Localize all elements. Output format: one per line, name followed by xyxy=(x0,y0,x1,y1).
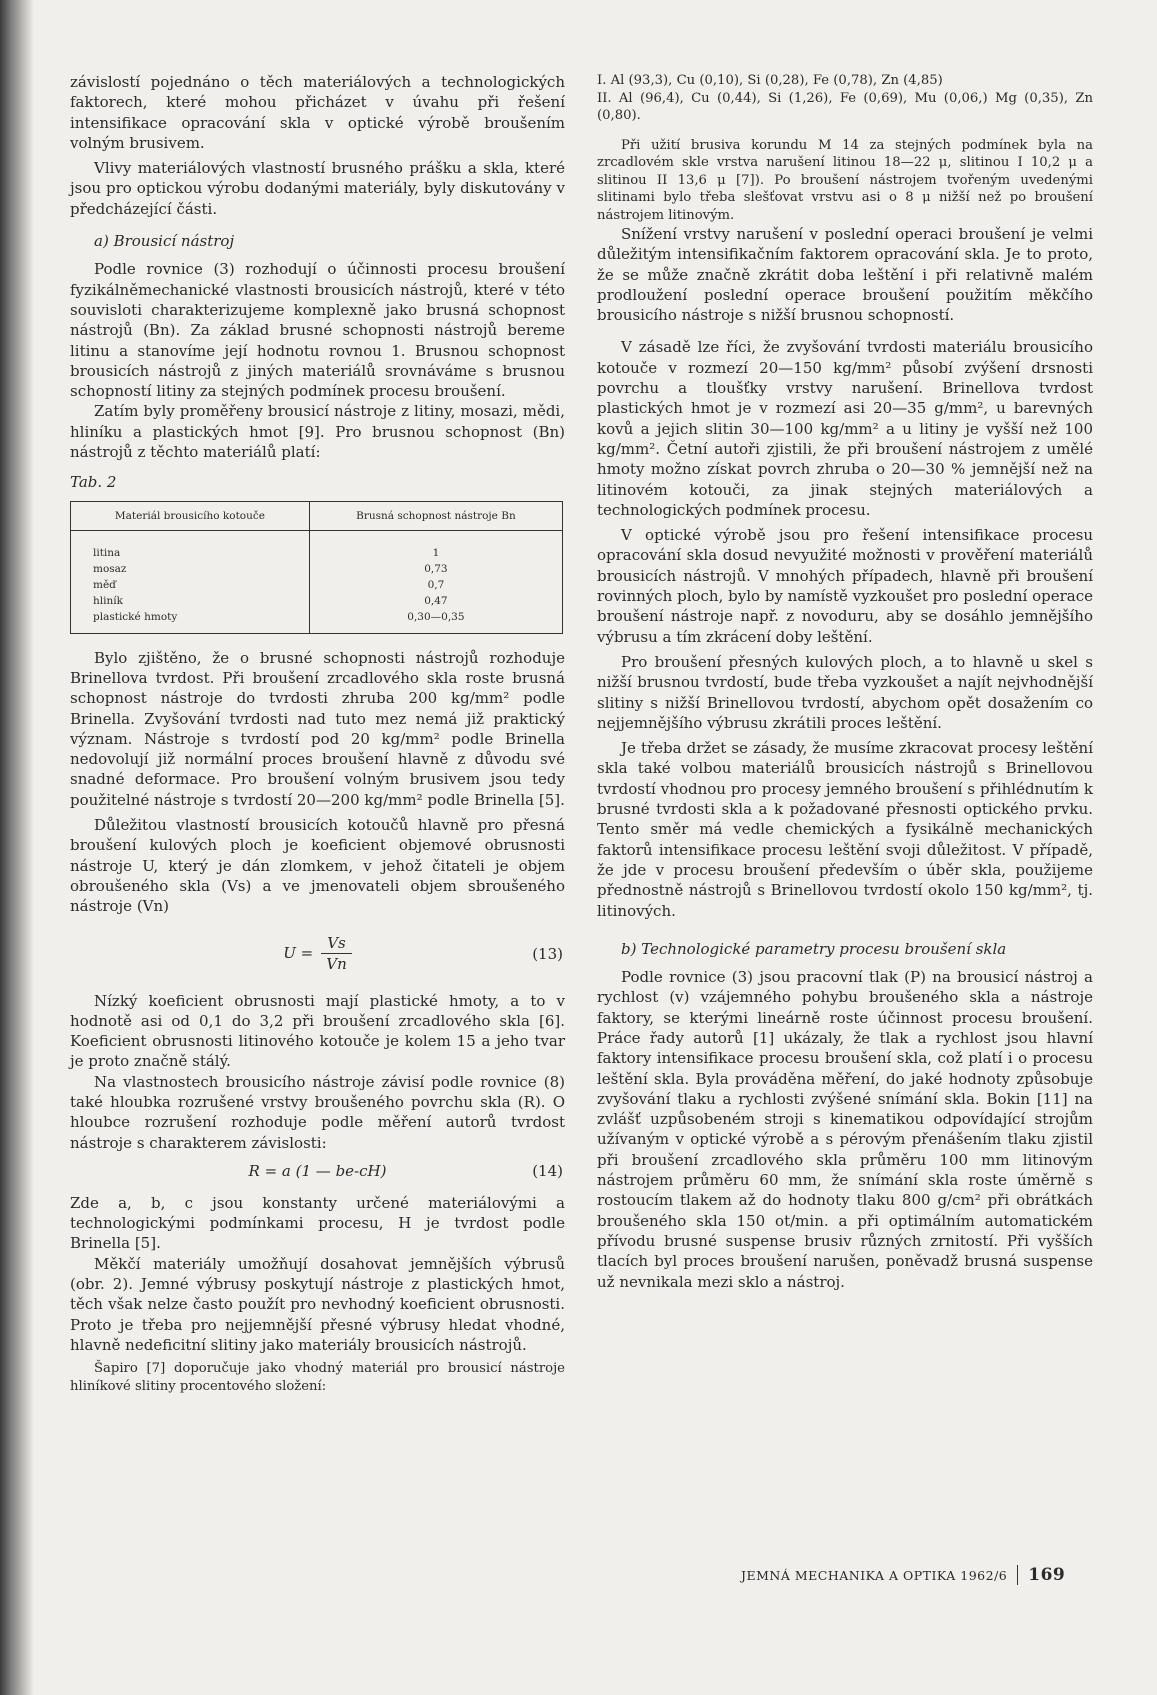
paragraph: Bylo zjištěno, že o brusné schopnosti nástrojů rozhoduje Brinellova tvrdost. Při broušení zrcadlového skla roste brusná schopnost nástroje do tvrdosti zhruba 200 kg/mm² podle Brinella. Zvyšování tvrdosti nad tuto mez nemá již praktický význam. Nástroje s tvrdostí pod 20 kg/mm² podle Brinella nedovolují již normální proces broušení hlavně z důvodu své snadné deformace. Pro broušení volným brusivem jsou tedy použitelné nástroje s tvrdostí 20—200 kg/mm² podle Brinella [5]. xyxy=(70,648,565,809)
paragraph: Pro broušení přesných kulových ploch, a to hlavně u skel s nižší brusnou tvrdostí, bude třeba vyzkoušet a najít nejvhodnější slitiny s nižší Brinellovou tvrdostí, abychom opět dosažením co nejjemnějšího výbrusu zkrátili proces leštění. xyxy=(597,652,1093,732)
equation-13 xyxy=(70,927,565,981)
table-header-grinding-ability: Brusná schopnost nástroje Bn xyxy=(309,501,562,530)
table-row xyxy=(71,530,563,561)
paragraph: Vlivy materiálových vlastností brusného prášku a skla, které jsou pro optickou výrobu dodanými materiály, byly diskutovány v předcházející části. xyxy=(70,159,565,218)
paragraph: Podle rovnice (3) jsou pracovní tlak (P) na brousicí nástroj a rychlost (v) vzájemného pohybu broušeného skla a nástroje faktory, se kterými lineárně roste účinnost procesu broušení. Práce řady autorů [1] ukázaly, že tlak a rychlost jsou hlavní faktory intensifikace procesu broušení skla, což platí i o procesu leštění skla. Byla prováděna měření, do jaké hodnoty způsobuje zvyšování tlaku a rychlosti zvýšené snímání skla. Bokin [11] na zvlášť uzpůsobeném stroji s kinematikou odpovídající strojům užívaným v optické výrobě a s pérovým přenášením tlaku zjistil při broušení zrcadlového skla průměru 100 mm litinovým nástrojem průměru 60 mm, že snímání skla roste úměrně s rostoucím tlakem až do hodnoty tlaku 800 g/cm² při obrátkách broušeného skla 150 ot/min. a při optimálním automatickém přívodu brusné suspense brusiv různých zrnitostí. Při vyšších tlacích byl proces broušení narušen, poněvadž brusná suspense už nevnikala mezi sklo a nástroj. xyxy=(597,968,1093,1291)
equation-number: (13) xyxy=(532,944,563,963)
right-column xyxy=(597,72,1093,1292)
footer-divider xyxy=(1017,1565,1018,1585)
fraction-denominator: Vn xyxy=(326,955,347,973)
table-row xyxy=(71,577,563,593)
table-row xyxy=(71,593,563,609)
paragraph: Podle rovnice (3) rozhodují o účinnosti procesu broušení fyzikálněmechanické vlastnosti brousicích nástrojů, které v této souvisloti charakterizujeme komplexně jako brusná schopnost nástrojů (Bn). Za základ brusné schopnosti nástrojů bereme litinu a stanovíme její hodnotu rovnou 1. Brusnou schopnost brousicích nástrojů z jiných materiálů srovnáváme s brusnou schopností litiny za stejných podmínek procesu broušení. xyxy=(70,260,565,401)
table-cell: hliník xyxy=(71,593,310,609)
materials-table xyxy=(70,501,563,634)
alloy-composition-2: II. Al (96,4), Cu (0,44), Si (1,26), Fe (0,69), Mu (0,06,) Mg (0,35), Zn (0,80). xyxy=(597,90,1093,123)
paragraph: Je třeba držet se zásady, že musíme zkracovat procesy leštění skla také volbou materiálů brousicích nástrojů s Brinellovou tvrdostí vhodnou pro procesy jemného broušení s přihlédnutím k brusné tvrdosti skla a k požadované přesnosti optického prvku. Tento směr má vedle chemických a fysikálně mechanických faktorů intensifikace procesu leštění svoji důležitost. V případě, že jde v procesu broušení především o úběr skla, použijeme přednostně nástrojů s Brinellovou tvrdostí okolo 150 kg/mm², tj. litinových. xyxy=(597,739,1093,920)
paragraph: Šapiro [7] doporučuje jako vhodný materiál pro brousicí nástroje hliníkové slitiny procentového složení: xyxy=(70,1361,565,1394)
table-cell: plastické hmoty xyxy=(71,609,310,634)
paragraph: Zde a, b, c jsou konstanty určené materiálovými a technologickými podmínkami procesu, H je tvrdost podle Brinella [5]. xyxy=(70,1193,565,1253)
equation-number: (14) xyxy=(532,1161,563,1180)
fraction-numerator: Vs xyxy=(321,933,352,954)
journal-name: JEMNÁ MECHANIKA A OPTIKA 1962/6 xyxy=(741,1567,1008,1583)
table-header-material: Materiál brousicího kotouče xyxy=(71,501,310,530)
table-row xyxy=(71,561,563,577)
page-footer xyxy=(741,1565,1065,1585)
paragraph: Měkčí materiály umožňují dosahovat jemnějších výbrusů (obr. 2). Jemné výbrusy poskytují nástroje z plastických hmot, těch však nelze často použít pro nevhodný koeficient obrusnosti. Proto je třeba pro nejjemnější přesné výbrusy hledat vhodné, hlavně nedeficitní slitiny jako materiály brousicích nástrojů. xyxy=(70,1254,565,1354)
table-cell: 0,73 xyxy=(424,562,448,575)
page-number: 169 xyxy=(1028,1565,1066,1585)
paragraph: Nízký koeficient obrusnosti mají plastické hmoty, a to v hodnotě asi od 0,1 do 3,2 při broušení zrcadlového skla [6]. Koeficient obrusnosti litinového kotouče je kolem 15 a jeho tvar je proto značně stálý. xyxy=(70,991,565,1071)
equation-fraction xyxy=(321,933,352,975)
paragraph: Při užití brusiva korundu M 14 za stejných podmínek byla na zrcadlovém skle vrstva narušení litinou 18—22 μ, slitinou I 10,2 μ a slitinou II 13,6 μ [7]). Po broušení nástrojem tvořeným uvedenými slitinami bylo třeba slešťovat vrstvu asi o 8 μ nižší než po broušení nástrojem litinovým. xyxy=(597,137,1093,223)
section-heading-a: a) Brousicí nástroj xyxy=(94,232,235,251)
left-column xyxy=(70,72,565,1395)
table-cell: 0,7 xyxy=(427,578,445,591)
equation-lhs: U = xyxy=(283,944,314,963)
section-heading-b: b) Technologické parametry procesu broušení skla xyxy=(621,939,1007,958)
table-cell: 1 xyxy=(432,546,440,559)
table-row xyxy=(71,609,563,634)
paragraph: Zatím byly proměřeny brousicí nástroje z litiny, mosazi, mědi, hliníku a plastických hmot [9]. Pro brusnou schopnost (Bn) nástrojů z těchto materiálů platí: xyxy=(70,402,565,462)
book-binding-shadow xyxy=(0,0,34,1695)
paragraph: Snížení vrstvy narušení v poslední operaci broušení je velmi důležitým intensifikačním faktorem opracování skla. Je to proto, že se může značně zkrátit doba leštění i při relativně malém prodloužení poslední operace broušení použitím měkčího brousicího nástroje s nižší brusnou schopností. xyxy=(597,225,1093,325)
paragraph: V optické výrobě jsou pro řešení intensifikace procesu opracování skla dosud nevyužité možnosti v prověření materiálů brousicích nástrojů. V mnohých případech, hlavně při broušení rovinných ploch, bylo by namístě vyzkoušet pro poslední operace broušení nástroje např. z novoduru, aby se dosáhlo jemnějšího výbrusu a tím zkrácení doby leštění. xyxy=(597,526,1093,646)
table-cell: mosaz xyxy=(71,561,310,577)
table-caption: Tab. 2 xyxy=(70,473,117,492)
paragraph: V zásadě lze říci, že zvyšování tvrdosti materiálu brousicího kotouče v rozmezí 20—150 kg/mm² působí zvýšení drsnosti povrchu a tloušťky vrstvy narušení. Brinellova tvrdost plastických hmot je v rozmezí asi 20—35 g/mm², u barevných kovů a jejich slitin 30—100 kg/mm² a u litiny je vyšší než 100 kg/mm². Četní autoři zjistili, že při broušení nástrojem z umělé hmoty možno získat povrch zhruba o 20—30 % jemnější než na litinovém kotouči, za jinak stejných materiálových a technologických podmínek procesu. xyxy=(597,338,1093,519)
paragraph: Na vlastnostech brousicího nástroje závisí podle rovnice (8) také hloubka rozrušené vrstvy broušeného povrchu skla (R). O hloubce rozrušení rozhoduje podle měření autorů tvrdost nástroje s charakterem závislosti: xyxy=(70,1072,565,1152)
paragraph: závislostí pojednáno o těch materiálových a technologických faktorech, které mohou přicházet v úvahu při řešení intensifikace opracování skla v optické výrobě broušením volným brusivem. xyxy=(70,73,565,152)
alloy-composition-1: I. Al (93,3), Cu (0,10), Si (0,28), Fe (0,78), Zn (4,85) xyxy=(597,73,943,88)
table-cell: litina xyxy=(71,530,310,561)
equation-text: R = a (1 — be-cH) xyxy=(248,1161,387,1180)
paragraph: Důležitou vlastností brousicích kotoučů hlavně pro přesná broušení kulových ploch je koeficient objemové obrusnosti nástroje U, který je dán zlomkem, v jehož čitateli je objem obroušeného skla (Vs) a ve jmenovateli objem sbroušeného nástroje (Vn) xyxy=(70,816,565,916)
table-cell: 0,47 xyxy=(424,594,448,607)
table-cell: 0,30—0,35 xyxy=(407,610,465,623)
equation-14 xyxy=(70,1161,565,1185)
table-cell: měď xyxy=(71,577,310,593)
